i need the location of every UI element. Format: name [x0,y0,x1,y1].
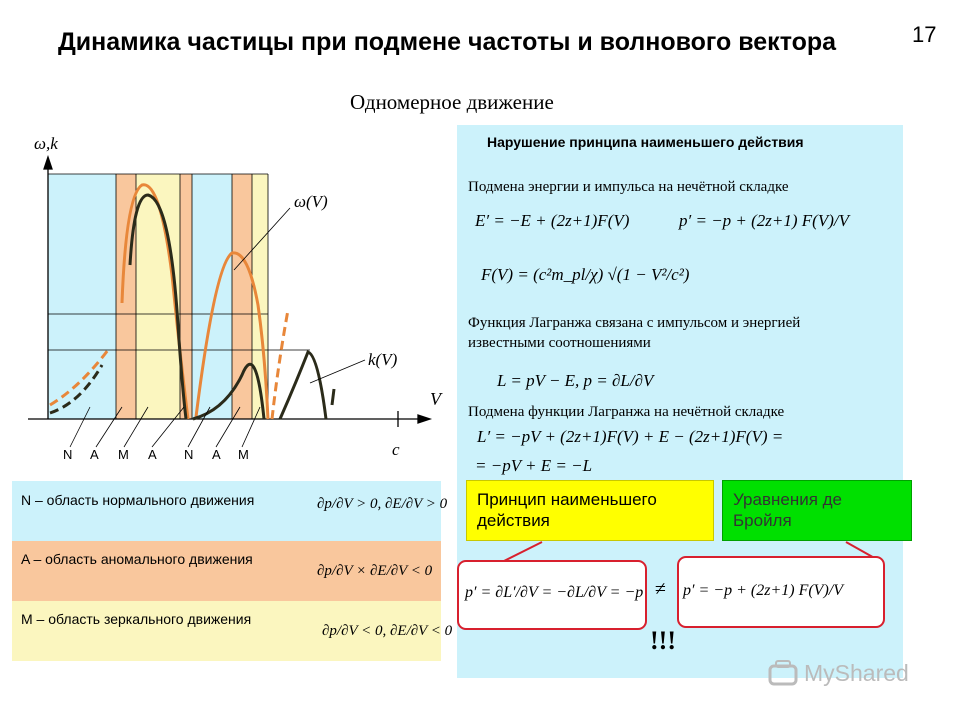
region-label-a2: A [148,447,157,462]
region-label-n1: N [63,447,73,462]
legend-anomalous [12,541,441,601]
eq-energy: E′ = −E + (2z+1)F(V) [475,211,630,230]
legend-mirror [12,601,453,661]
eq-lagrange-sub-2: = −pV + E = −L [475,456,593,475]
least-action-result-box [457,560,647,630]
legend-normal-text: N – область нормального движения [21,492,255,508]
region-label-n2: N [184,447,194,462]
panel-heading: Нарушение принципа наименьшего действия [487,134,804,150]
de-broglie-equations-box: Уравнения де Бройля [722,480,912,541]
dashed-k-curve-right [332,389,334,405]
panel-line-2a: Функция Лагранжа связана с импульсом и энергией [468,315,801,331]
legend-anomalous-text: A – область аномального движения [21,551,253,567]
region-a3 [232,174,252,419]
panel-line-1: Подмена энергии и импульса на нечётной складке [468,179,789,195]
eq-lagrange-sub-1: L′ = −pV + (2z+1)F(V) + E − (2z+1)F(V) = [477,427,784,446]
legend-mirror-text: M – область зеркального движения [21,611,252,627]
omega-label: ω(V) [294,192,328,211]
panel-line-2b: известными соотношениями [468,335,651,351]
region-label-m2: M [238,447,249,462]
region-a1 [116,174,136,419]
watermark-logo-icon [768,660,800,688]
least-action-principle-box: Принцип наименьшего действия [466,480,714,541]
region-n2 [192,174,232,419]
eq-right: p′ = −p + (2z+1) F(V)/V [683,582,843,599]
region-label-a3: A [212,447,221,462]
y-axis-label: ω,k [34,134,58,153]
exclamation-mark: !!! [650,626,676,655]
region-label-a1: A [90,447,99,462]
region-n1 [48,174,116,419]
legend-normal [12,481,448,541]
x-axis-label: V [430,389,441,409]
watermark-text: MyShared [804,660,909,686]
eq-left: p′ = ∂L′/∂V = −∂L/∂V = −p [465,584,644,601]
eq-F: F(V) = (c²m_pl/χ) √(1 − V²/c²) [481,265,690,284]
legend-mirror-formula: ∂p/∂V < 0, ∂E/∂V < 0 [322,623,453,639]
k-curve-3 [280,352,326,419]
c-label: c [392,440,400,459]
de-broglie-result-box [677,556,885,628]
k-label: k(V) [368,350,398,369]
eq-lagrange: L = pV − E, p = ∂L/∂V [497,371,654,390]
eq-momentum: p′ = −p + (2z+1) F(V)/V [679,211,849,230]
legend-normal-formula: ∂p/∂V > 0, ∂E/∂V > 0 [317,496,448,512]
legend-anomalous-formula: ∂p/∂V × ∂E/∂V < 0 [317,563,433,579]
slide-title: Динамика частицы при подмене частоты и волнового вектора [58,28,837,56]
panel-line-3: Подмена функции Лагранжа на нечётной складке [468,404,785,420]
page-number: 17 [912,22,937,47]
not-equal-sign: ≠ [655,578,666,600]
region-label-m1: M [118,447,129,462]
slide-subtitle: Одномерное движение [350,90,554,114]
dispersion-diagram [10,125,450,470]
